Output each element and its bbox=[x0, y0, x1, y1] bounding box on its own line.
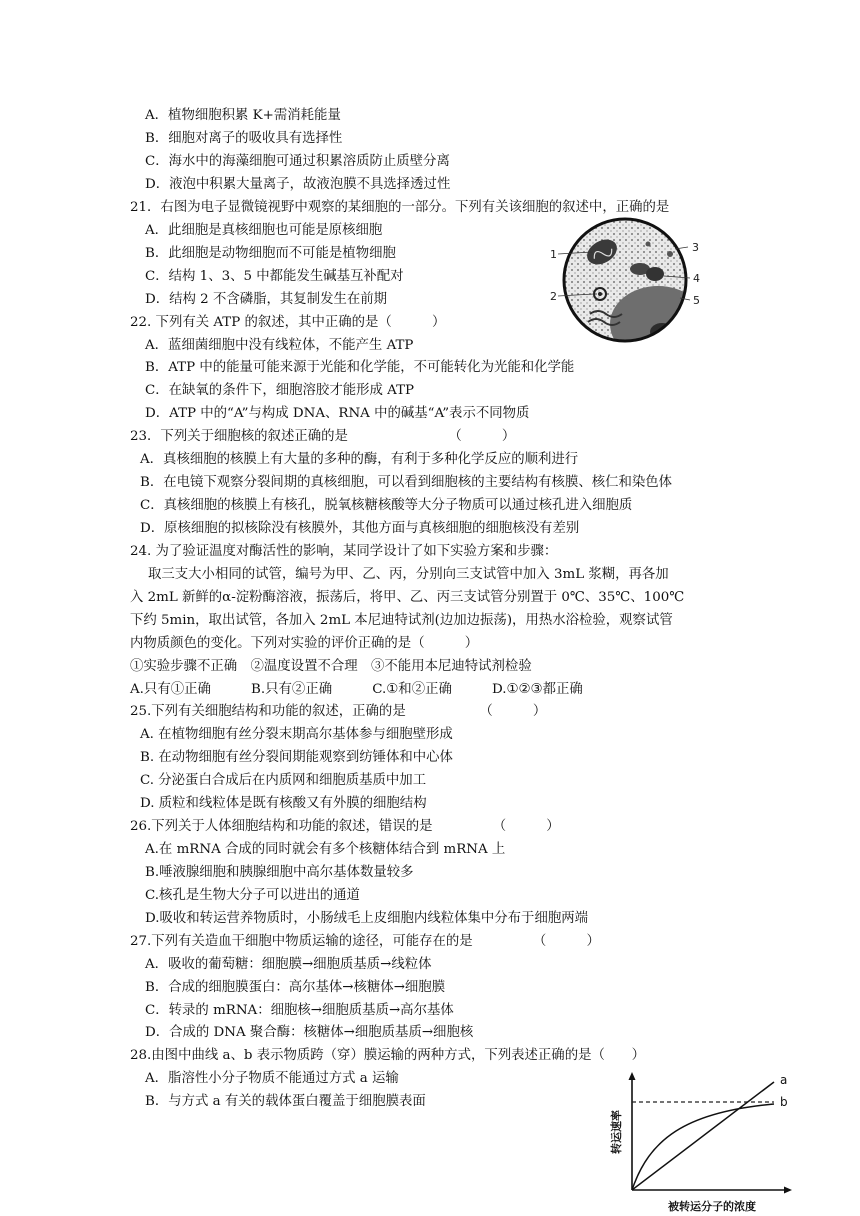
q23-option-d: D．原核细胞的拟核除没有核膜外，其他方面与真核细胞的细胞核没有差别 bbox=[140, 521, 580, 536]
q20-option-b: B．细胞对离子的吸收具有选择性 bbox=[145, 131, 343, 146]
transport-rate-chart bbox=[604, 1070, 804, 1216]
q23-option-a: A．真核细胞的核膜上有大量的多种的酶，有利于多种化学反应的顺利进行 bbox=[140, 452, 579, 467]
q25-option-d: D. 质粒和线粒体是既有核酸又有外膜的细胞结构 bbox=[140, 796, 427, 811]
q20-option-c: C．海水中的海藻细胞可通过积累溶质防止质壁分离 bbox=[145, 154, 450, 169]
y-axis-label: 转运速率 bbox=[610, 1110, 623, 1154]
q20-option-d: D．液泡中积累大量离子，故液泡膜不具选择透过性 bbox=[145, 177, 451, 192]
q26-stem: 26.下列关于人体细胞结构和功能的叙述，错误的是 （ ） bbox=[130, 819, 560, 834]
q23-option-c: C．真核细胞的核膜上有核孔，脱氧核糖核酸等大分子物质可以通过核孔进入细胞质 bbox=[140, 498, 633, 513]
x-axis-label: 被转运分子的浓度 bbox=[668, 1200, 756, 1213]
q26-option-d: D.吸收和转运营养物质时，小肠绒毛上皮细胞内线粒体集中分布于细胞两端 bbox=[145, 911, 589, 926]
nucleolus bbox=[650, 323, 674, 341]
q27-option-d: D．合成的 DNA 聚合酶：核糖体→细胞质基质→细胞核 bbox=[145, 1025, 474, 1040]
q21-option-a: A．此细胞是真核细胞也可能是原核细胞 bbox=[145, 223, 383, 238]
vesicle-2 bbox=[646, 242, 651, 247]
q22-option-b: B．ATP 中的能量可能来源于光能和化学能，不可能转化为光能和化学能 bbox=[145, 360, 575, 375]
q22-option-c: C．在缺氧的条件下，细胞溶胶才能形成 ATP bbox=[145, 383, 415, 398]
q28-stem: 28.由图中曲线 a、b 表示物质跨（穿）膜运输的两种方式，下列表述正确的是（ ） bbox=[130, 1048, 646, 1063]
cell-label-3: 3 bbox=[692, 241, 699, 254]
q22-option-a: A．蓝细菌细胞中没有线粒体，不能产生 ATP bbox=[145, 338, 414, 353]
q25-option-b: B. 在动物细胞有丝分裂间期能观察到纺锤体和中心体 bbox=[140, 750, 453, 765]
cell-micrograph-figure bbox=[540, 214, 710, 344]
q21-option-b: B．此细胞是动物细胞而不可能是植物细胞 bbox=[145, 246, 396, 261]
centrosome-core bbox=[598, 292, 602, 296]
vesicle bbox=[667, 251, 673, 257]
curve-b-label: b bbox=[780, 1095, 788, 1109]
q27-option-c: C．转录的 mRNA：细胞核→细胞质基质→高尔基体 bbox=[145, 1003, 454, 1018]
q23-option-b: B．在电镜下观察分裂间期的真核细胞，可以看到细胞核的主要结构有核膜、核仁和染色体 bbox=[140, 475, 673, 490]
q27-stem: 27.下列有关造血干细胞中物质运输的途径，可能存在的是 （ ） bbox=[130, 934, 600, 949]
cell-label-4: 4 bbox=[693, 272, 700, 285]
q23-stem: 23．下列关于细胞核的叙述正确的是 （ ） bbox=[130, 429, 516, 444]
q27-option-a: A．吸收的葡萄糖：细胞膜→细胞质基质→线粒体 bbox=[145, 957, 432, 972]
q24-body-line-1: 取三支大小相同的试管，编号为甲、乙、丙，分别向三支试管中加入 3mL 浆糊，再各加 bbox=[148, 567, 669, 582]
q24-options: A.只有①正确 B.只有②正确 C.①和②正确 D.①②③都正确 bbox=[130, 682, 583, 697]
q24-stem: 24. 为了验证温度对酶活性的影响，某同学设计了如下实验方案和步骤： bbox=[130, 544, 558, 559]
cell-label-2: 2 bbox=[550, 290, 557, 303]
cell-label-1: 1 bbox=[550, 248, 557, 261]
q21-option-c: C．结构 1、3、5 中都能发生碱基互补配对 bbox=[145, 269, 404, 284]
curve-a-label: a bbox=[780, 1073, 788, 1087]
q24-body-line-2: 入 2mL 新鲜的α-淀粉酶溶液，振荡后，将甲、乙、丙三支试管分别置于 0℃、35℃、100℃ bbox=[130, 590, 685, 605]
q27-option-b: B．合成的细胞膜蛋白：高尔基体→核糖体→细胞膜 bbox=[145, 980, 446, 995]
q25-stem: 25.下列有关细胞结构和功能的叙述，正确的是 （ ） bbox=[130, 704, 547, 719]
q28-option-a: A．脂溶性小分子物质不能通过方式 a 运输 bbox=[145, 1071, 399, 1086]
q26-option-b: B.唾液腺细胞和胰腺细胞中高尔基体数量较多 bbox=[145, 865, 414, 880]
q24-body-line-4: 内物质颜色的变化。下列对实验的评价正确的是（ ） bbox=[130, 636, 479, 651]
x-axis-arrow bbox=[784, 1187, 792, 1194]
q26-option-a: A.在 mRNA 合成的同时就会有多个核糖体结合到 mRNA 上 bbox=[145, 842, 506, 857]
structure-4 bbox=[646, 267, 664, 281]
curve-b bbox=[632, 1104, 774, 1190]
q20-option-a: A．植物细胞积累 K+需消耗能量 bbox=[145, 108, 341, 123]
q22-stem: 22. 下列有关 ATP 的叙述，其中正确的是（ ） bbox=[130, 315, 446, 330]
cell-label-5: 5 bbox=[693, 294, 700, 307]
y-axis-arrow bbox=[629, 1072, 636, 1080]
q24-statements: ①实验步骤不正确 ②温度设置不合理 ③不能用本尼迪特试剂检验 bbox=[130, 659, 532, 674]
curve-a bbox=[632, 1082, 774, 1190]
q24-body-line-3: 下约 5min，取出试管，各加入 2mL 本尼迪特试剂(边加边振荡)，用热水浴检验，观察试管 bbox=[130, 613, 673, 628]
q26-option-c: C.核孔是生物大分子可以进出的通道 bbox=[145, 888, 360, 903]
q25-option-c: C. 分泌蛋白合成后在内质网和细胞质基质中加工 bbox=[140, 773, 427, 788]
q25-option-a: A. 在植物细胞有丝分裂末期高尔基体参与细胞壁形成 bbox=[140, 727, 453, 742]
q22-option-d: D．ATP 中的“A”与构成 DNA、RNA 中的碱基“A”表示不同物质 bbox=[145, 406, 530, 421]
q28-option-b: B．与方式 a 有关的载体蛋白覆盖于细胞膜表面 bbox=[145, 1094, 426, 1109]
q21-stem: 21．右图为电子显微镜视野中观察的某细胞的一部分。下列有关该细胞的叙述中，正确的是 bbox=[130, 200, 670, 215]
q21-option-d: D．结构 2 不含磷脂，其复制发生在前期 bbox=[145, 292, 388, 307]
